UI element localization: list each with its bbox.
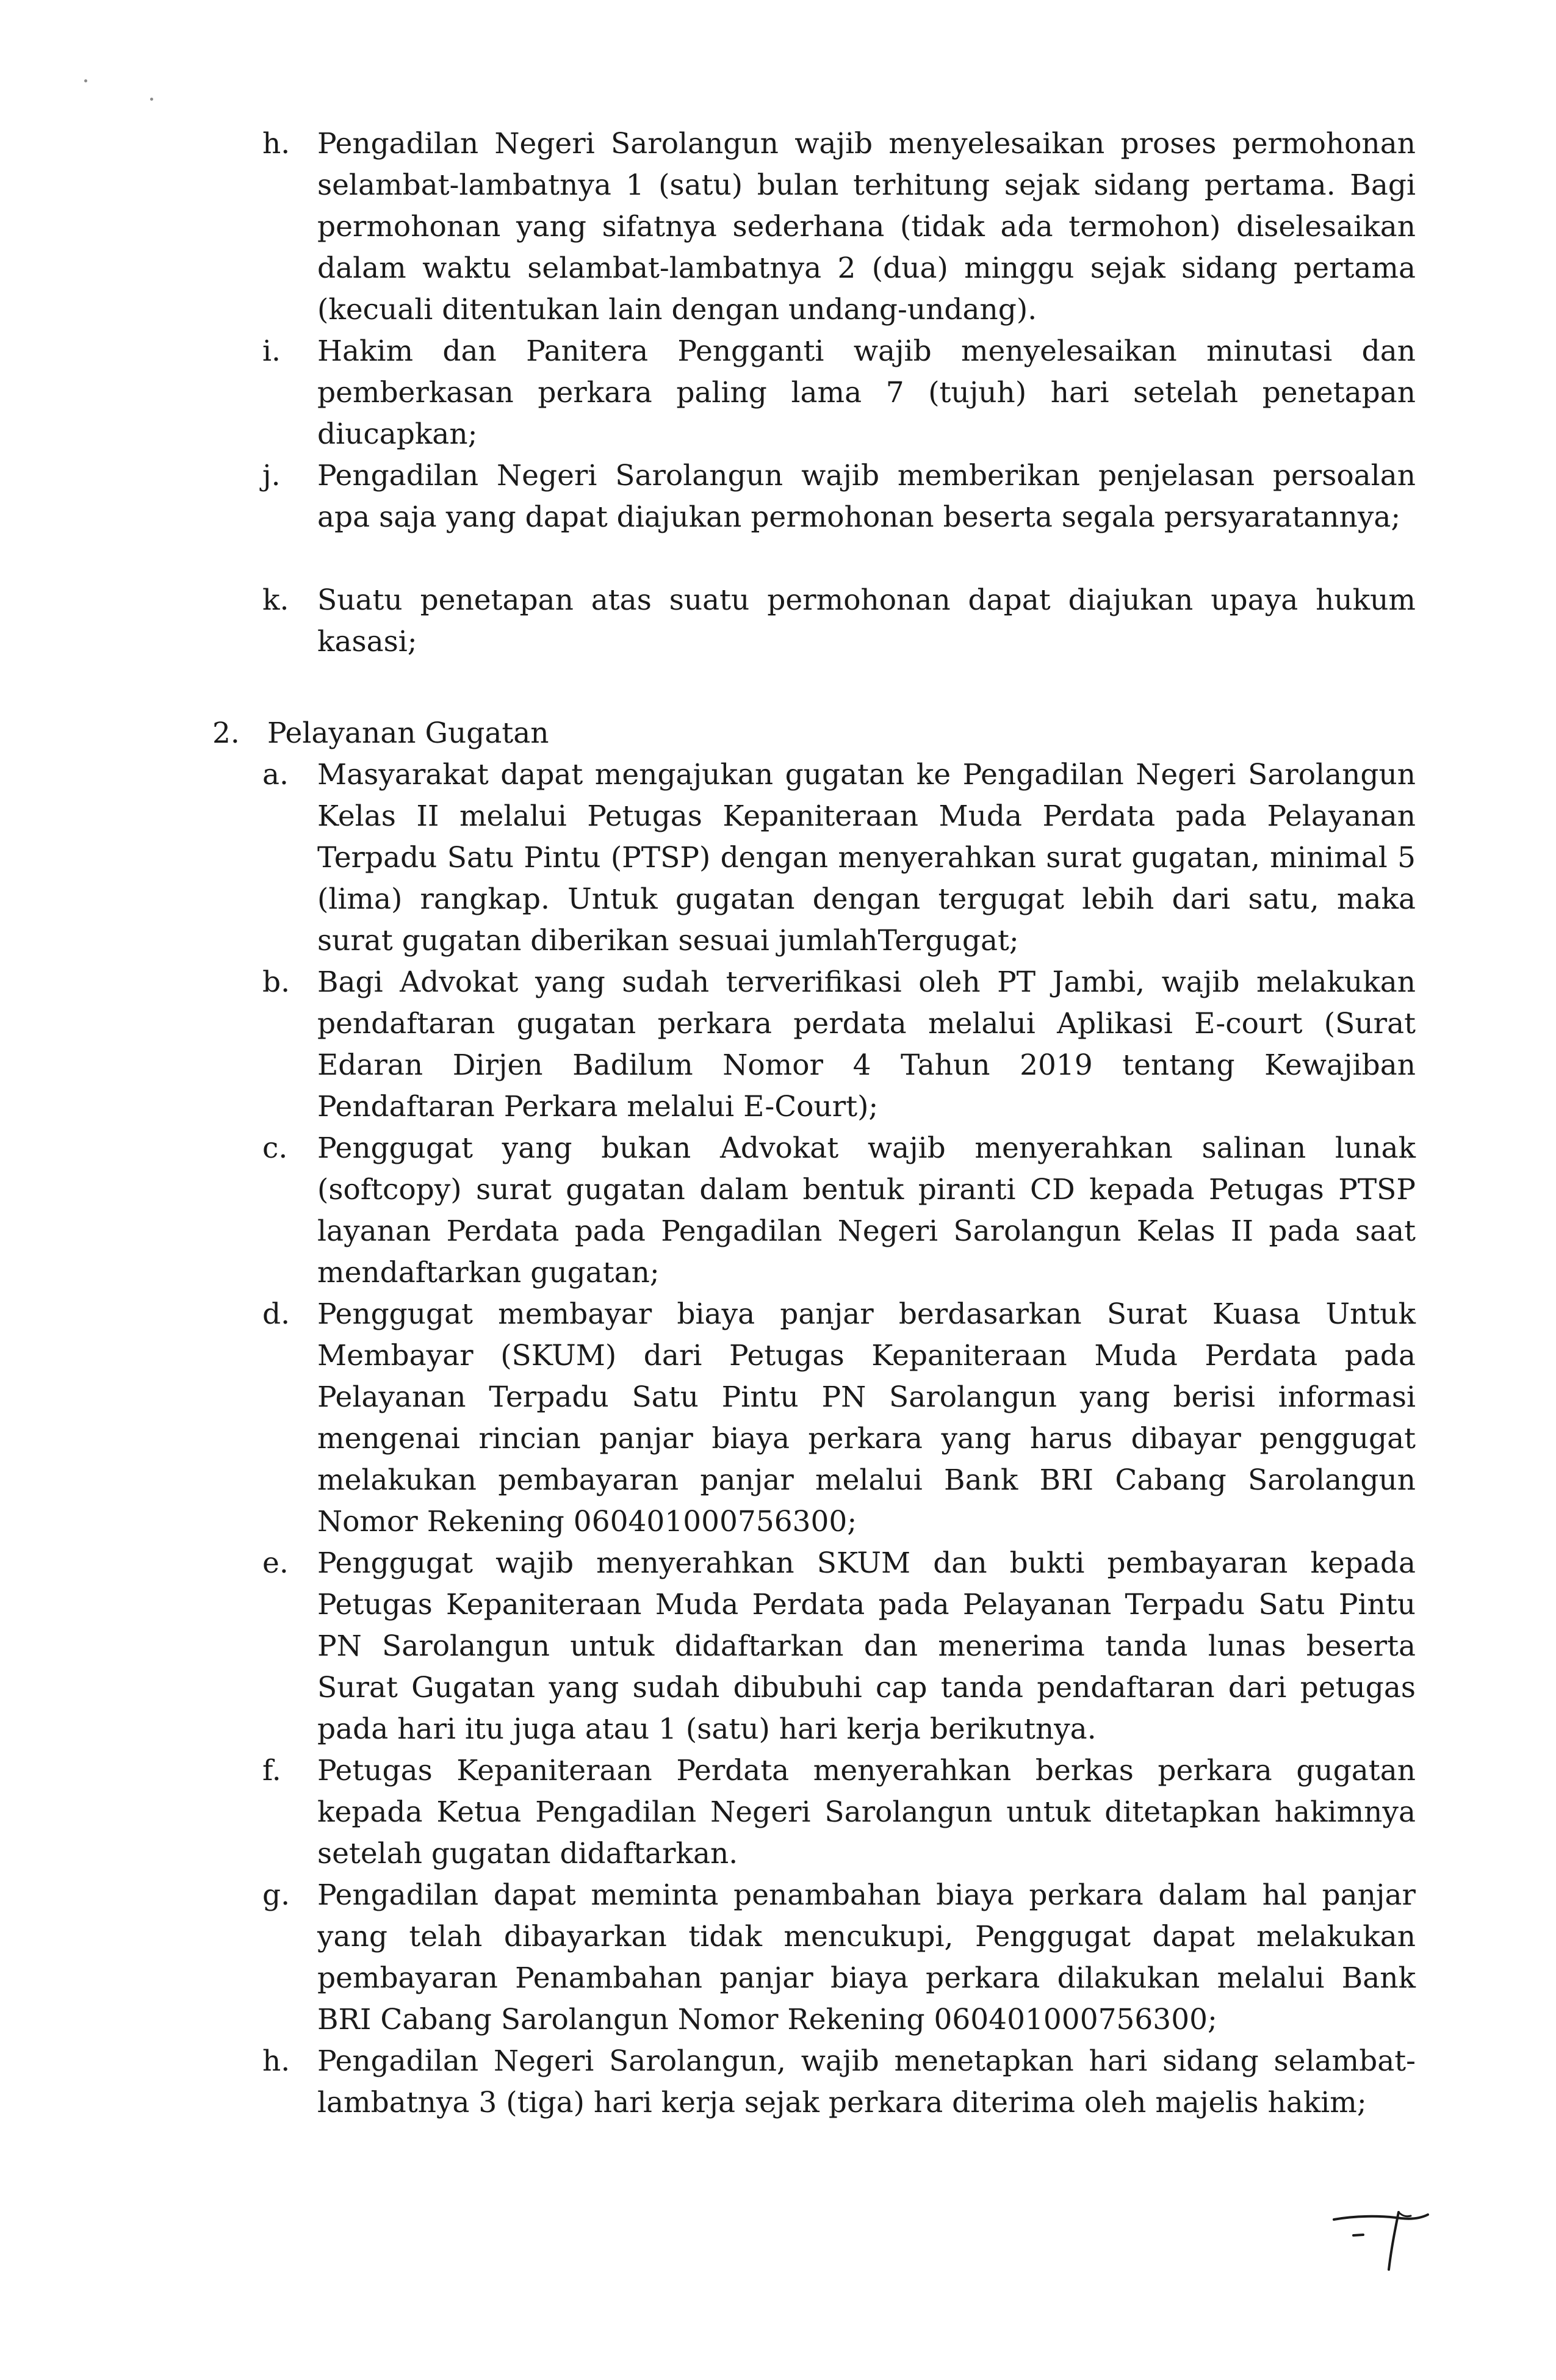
section-number: 2.	[212, 716, 240, 750]
list-item-a	[262, 754, 1416, 962]
list-item-letter: j.	[262, 459, 281, 492]
list-item-text: Pengadilan Negeri Sarolangun wajib menyelesaikan proses permohonan selambat-lambatnya 1 (satu) bulan terhitung sejak sidang pertama. Bagi permohonan yang sifatnya sederhana (tidak ada termohon) diselesaikan dalam waktu selambat-lambatnya 2 (dua) minggu sejak sidang pertama (kecuali ditentukan lain dengan undang-undang).	[317, 127, 1416, 326]
scan-speck	[150, 98, 153, 101]
list-item-letter: f.	[262, 1754, 281, 1787]
section-title: Pelayanan Gugatan	[267, 716, 549, 750]
list-item-letter: k.	[262, 583, 289, 617]
list-item-text: Suatu penetapan atas suatu permohonan dapat diajukan upaya hukum kasasi;	[317, 583, 1416, 658]
list-item-text: Masyarakat dapat mengajukan gugatan ke Pengadilan Negeri Sarolangun Kelas II melalui Petugas Kepaniteraan Muda Perdata pada Pelayanan Terpadu Satu Pintu (PTSP) dengan menyerahkan surat gugatan, minimal 5 (lima) rangkap. Untuk gugatan dengan tergugat lebih dari satu, maka surat gugatan diberikan sesuai jumlahTergugat;	[317, 758, 1416, 957]
handwritten-page-number	[1330, 2206, 1434, 2276]
page-number-mark	[1330, 2206, 1434, 2273]
list-item-h	[262, 123, 1416, 331]
list-item-f	[262, 1750, 1416, 1875]
list-item-letter: g.	[262, 1878, 290, 1912]
list-item-letter: i.	[262, 334, 281, 368]
list-item-e	[262, 1543, 1416, 1750]
list-item-text: Pengadilan dapat meminta penambahan biaya perkara dalam hal panjar yang telah dibayarkan tidak mencukupi, Penggugat dapat melakukan pembayaran Penambahan panjar biaya perkara dilakukan melalui Bank BRI Cabang Sarolangun Nomor Rekening 060401000756300;	[317, 1878, 1416, 2036]
list-item-text: Pengadilan Negeri Sarolangun, wajib menetapkan hari sidang selambat-lambatnya 3 (tiga) hari kerja sejak perkara diterima oleh majelis hakim;	[317, 2044, 1416, 2119]
list-item-letter: b.	[262, 965, 290, 999]
list-item-h-section2	[262, 2041, 1416, 2124]
list-item-text: Penggugat yang bukan Advokat wajib menyerahkan salinan lunak (softcopy) surat gugatan dalam bentuk piranti CD kepada Petugas PTSP layanan Perdata pada Pengadilan Negeri Sarolangun Kelas II pada saat mendaftarkan gugatan;	[317, 1131, 1416, 1289]
list-item-letter: a.	[262, 758, 289, 792]
scan-speck	[84, 79, 87, 82]
list-item-text: Penggugat membayar biaya panjar berdasarkan Surat Kuasa Untuk Membayar (SKUM) dari Petugas Kepaniteraan Muda Perdata pada Pelayanan Terpadu Satu Pintu PN Sarolangun yang berisi informasi mengenai rincian panjar biaya perkara yang harus dibayar penggugat melakukan pembayaran panjar melalui Bank BRI Cabang Sarolangun Nomor Rekening 060401000756300;	[317, 1297, 1416, 1538]
list-item-text: Pengadilan Negeri Sarolangun wajib memberikan penjelasan persoalan apa saja yang dapat diajukan permohonan beserta segala persyaratannya;	[317, 459, 1416, 534]
list-item-text: Petugas Kepaniteraan Perdata menyerahkan berkas perkara gugatan kepada Ketua Pengadilan Negeri Sarolangun untuk ditetapkan hakimnya setelah gugatan didaftarkan.	[317, 1754, 1416, 1870]
list-item-letter: e.	[262, 1546, 289, 1580]
list-item-text: Hakim dan Panitera Pengganti wajib menyelesaikan minutasi dan pemberkasan perkara paling lama 7 (tujuh) hari setelah penetapan diucapkan;	[317, 334, 1416, 451]
list-item-text: Penggugat wajib menyerahkan SKUM dan bukti pembayaran kepada Petugas Kepaniteraan Muda Perdata pada Pelayanan Terpadu Satu Pintu PN Sarolangun untuk didaftarkan dan menerima tanda lunas beserta Surat Gugatan yang sudah dibubuhi cap tanda pendaftaran dari petugas pada hari itu juga atau 1 (satu) hari kerja berikutnya.	[317, 1546, 1416, 1746]
list-item-i	[262, 331, 1416, 455]
list-item-k	[262, 580, 1416, 663]
list-item-letter: c.	[262, 1131, 288, 1165]
list-item-d	[262, 1294, 1416, 1543]
list-item-letter: h.	[262, 2044, 290, 2078]
list-item-text: Bagi Advokat yang sudah terverifikasi oleh PT Jambi, wajib melakukan pendaftaran gugatan perkara perdata melalui Aplikasi E-court (Surat Edaran Dirjen Badilum Nomor 4 Tahun 2019 tentang Kewajiban Pendaftaran Perkara melalui E-Court);	[317, 965, 1416, 1123]
list-item-g	[262, 1875, 1416, 2041]
list-item-b	[262, 962, 1416, 1128]
list-item-c	[262, 1128, 1416, 1294]
list-item-letter: h.	[262, 127, 290, 160]
list-item-letter: d.	[262, 1297, 290, 1331]
section-heading	[212, 713, 945, 754]
list-item-j	[262, 455, 1416, 580]
